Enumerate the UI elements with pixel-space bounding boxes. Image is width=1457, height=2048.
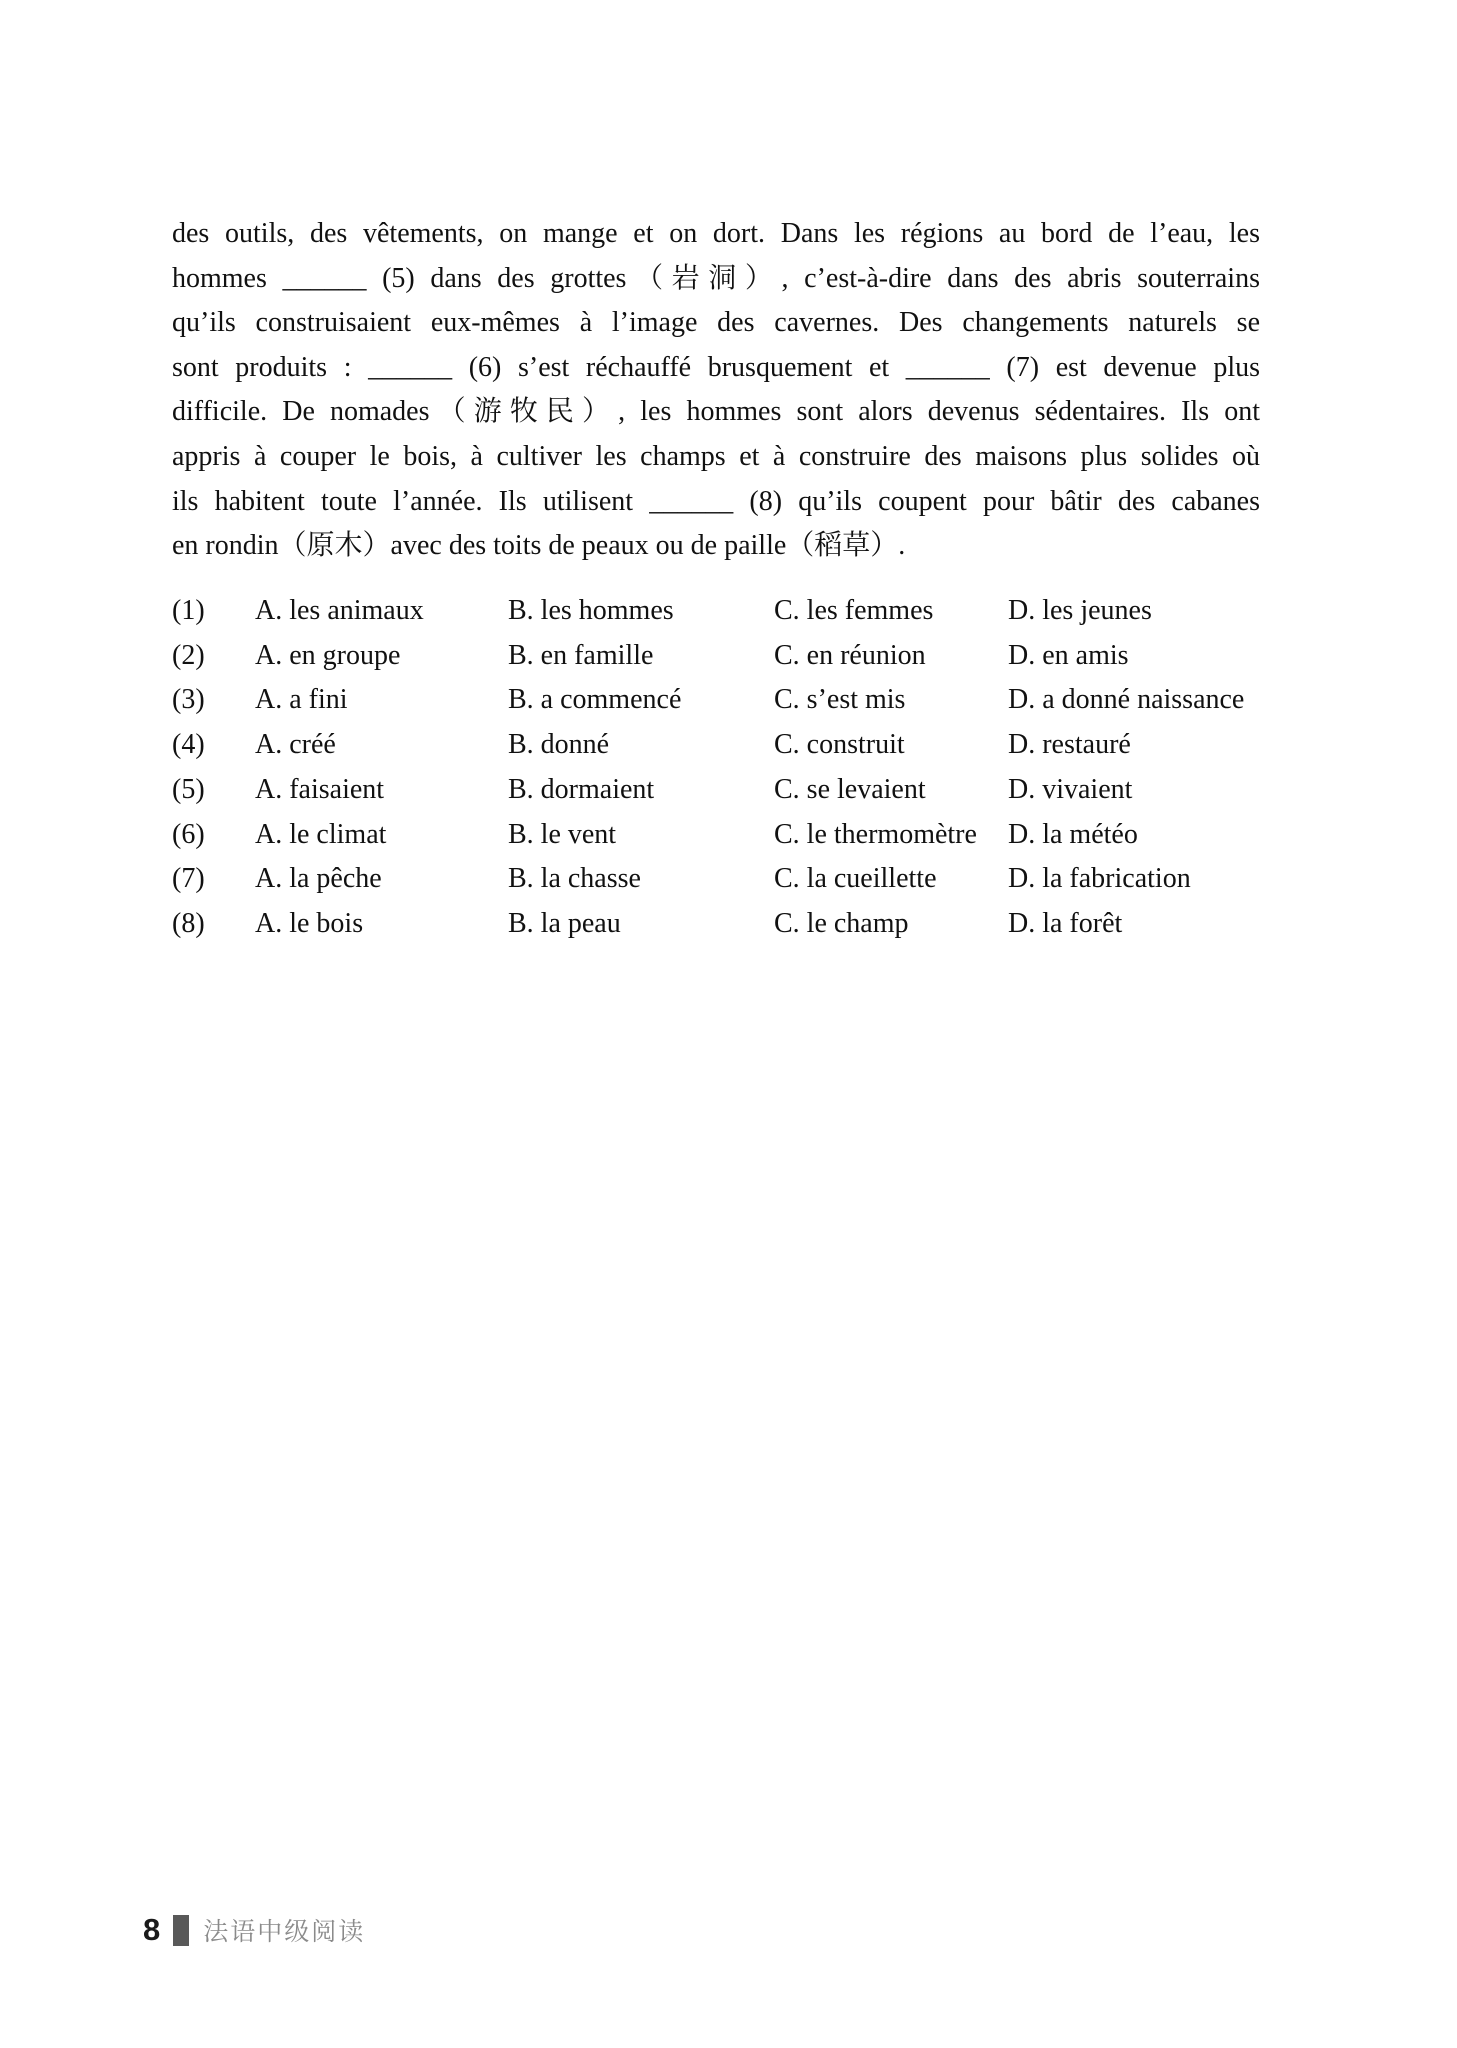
question-number: (1) [172,595,205,626]
choices-list [172,589,1352,947]
option-b: B. le vent [508,818,617,850]
question-row [172,723,1352,768]
question-number: (7) [172,863,205,895]
option-d: D. les jeunes [1008,595,1152,626]
question-number: (2) [172,639,205,671]
option-c: C. les femmes [774,595,934,626]
question-row [172,857,1352,902]
reading-passage [172,212,1260,569]
option-d: D. la météo [1008,818,1138,850]
question-row [172,678,1352,723]
option-c: C. le champ [774,907,909,939]
option-a: A. faisaient [255,773,385,805]
question-row [172,813,1352,858]
question-row [172,589,1352,634]
passage-line: sont produits : ______ (6) s’est réchauffé brusquement et ______ (7) est devenue plus [172,351,1260,383]
passage-line: des outils, des vêtements, on mange et on dort. Dans les régions au bord de l’eau, les [172,218,1260,249]
footer-bar-icon [173,1915,189,1946]
option-c: C. en réunion [774,639,926,671]
option-a: A. a fini [255,684,348,716]
option-a: A. créé [255,729,336,761]
option-c: C. le thermomètre [774,818,977,850]
page-number: 8 [143,1912,161,1947]
page-footer [143,1910,365,1950]
question-number: (3) [172,684,205,716]
option-b: B. en famille [508,639,654,671]
option-d: D. en amis [1008,639,1129,671]
option-b: B. la peau [508,907,621,939]
option-a: A. le climat [255,818,387,850]
question-row [172,634,1352,679]
option-b: B. a commencé [508,684,682,716]
question-number: (4) [172,729,205,761]
question-row [172,768,1352,813]
passage-line: appris à couper le bois, à cultiver les champs et à construire des maisons plus solides où [172,440,1260,472]
option-b: B. dormaient [508,773,655,805]
passage-line: ils habitent toute l’année. Ils utilisent ______ (8) qu’ils coupent pour bâtir des cabanes [172,485,1260,517]
question-number: (5) [172,773,205,805]
option-c: C. se levaient [774,773,926,805]
option-d: D. vivaient [1008,773,1133,805]
passage-line: en rondin（原木）avec des toits de peaux ou de paille（稻草）. [172,530,906,562]
option-c: C. la cueillette [774,863,937,895]
question-number: (6) [172,818,205,850]
question-row [172,902,1352,947]
passage-line: qu’ils construisaient eux-mêmes à l’image des cavernes. Des changements naturels se [172,307,1260,339]
option-b: B. les hommes [508,595,674,626]
question-number: (8) [172,907,205,939]
passage-line: difficile. De nomades（游牧民）, les hommes sont alors devenus sédentaires. Ils ont [172,396,1260,428]
option-d: D. restauré [1008,729,1131,761]
option-b: B. la chasse [508,863,641,895]
option-d: D. a donné naissance [1008,684,1245,716]
option-a: A. en groupe [255,639,401,671]
option-a: A. le bois [255,907,364,939]
option-d: D. la forêt [1008,907,1123,939]
passage-line: hommes ______ (5) dans des grottes（岩洞）, c’est-à-dire dans des abris souterrains [172,262,1260,294]
option-d: D. la fabrication [1008,863,1191,895]
book-title: 法语中级阅读 [203,1918,366,1946]
option-b: B. donné [508,729,610,761]
option-c: C. construit [774,729,905,761]
option-a: A. les animaux [255,595,424,626]
option-c: C. s’est mis [774,684,906,716]
option-a: A. la pêche [255,863,382,895]
